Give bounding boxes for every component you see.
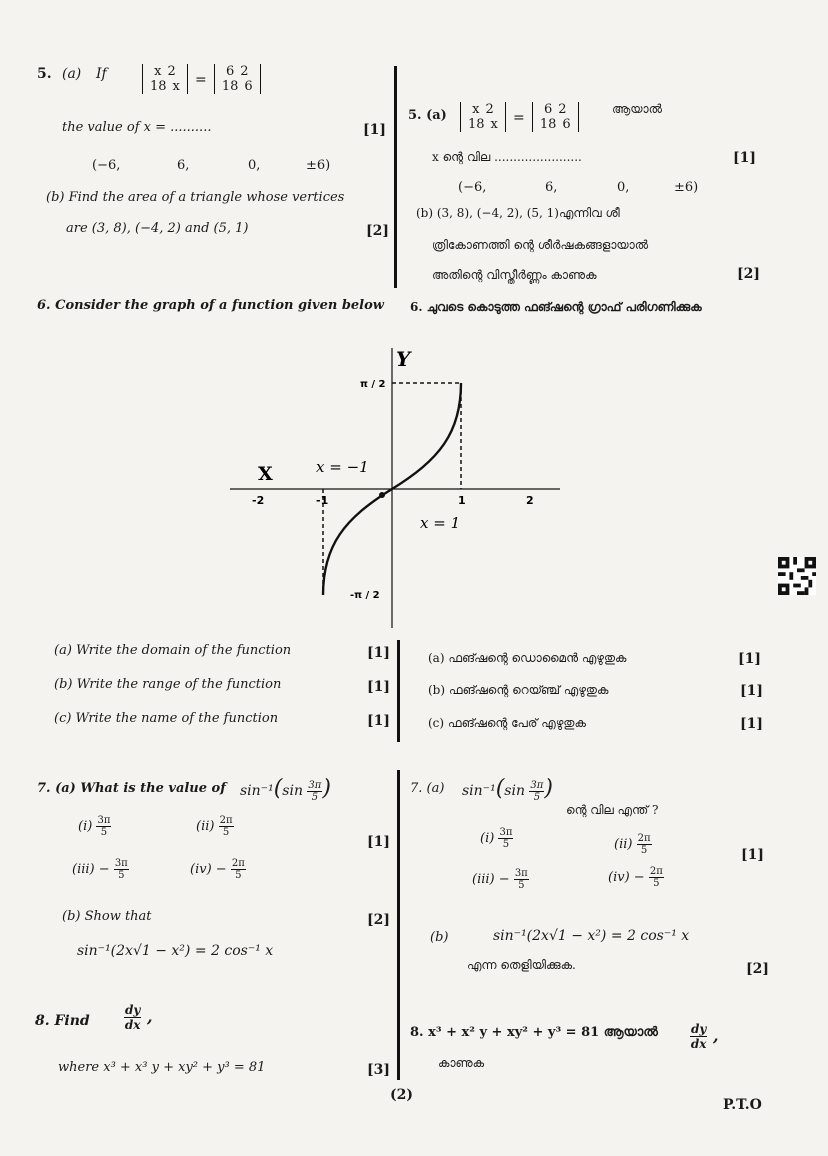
q6c-mark-ml: [1] [740, 716, 763, 732]
q8-derivative-en: $\frac{dy}{dx}$ , [124, 1003, 153, 1032]
q8-find-en: 8. Find [35, 1013, 90, 1029]
top-tick-label: π / 2 [360, 379, 386, 390]
q5a-option-1: (−6, [92, 158, 121, 173]
q7a-mark-en: [1] [367, 834, 390, 850]
q7b-text-en: (b) Show that [62, 909, 152, 924]
q6-title-en: 6. Consider the graph of a function given below [37, 298, 384, 313]
q5-ml-mark-b: [2] [737, 266, 760, 282]
q7a-option-i-ml: (i) $\frac{3\pi}{5}$ [480, 827, 513, 850]
q7b-mark-ml: [2] [746, 961, 769, 977]
x-axis-label: X [258, 463, 273, 485]
q7-ml-label: 7. (a) [410, 781, 445, 796]
q5-ml-b-text-1: (b) (3, 8), (−4, 2), (5, 1)എന്നിവ ശീ [416, 206, 620, 220]
q5a-if: If [96, 66, 107, 82]
q8-derivative-ml: $\frac{dy}{dx}$ , [690, 1022, 719, 1051]
q7a-option-iii-ml: (iii) − $\frac{3\pi}{5}$ [472, 868, 528, 891]
q7a-option-iii-en: (iii) − $\frac{3\pi}{5}$ [72, 858, 128, 881]
q6a-text-ml: (a) ഫങ്ഷന്റെ ഡൊമൈൻ എഴുതുക [428, 651, 627, 665]
q6b-text-en: (b) Write the range of the function [54, 677, 282, 692]
column-divider-middle [397, 640, 400, 742]
q5a-label: (a) [62, 66, 82, 82]
q6a-text-en: (a) Write the domain of the function [54, 643, 292, 658]
q8-expr-ml: 8. x³ + x² y + xy² + y³ = 81 ആയാൽ [410, 1025, 658, 1040]
q8-suffix-ml: കാണുക [438, 1056, 485, 1070]
q7a-expr-ml: sin⁻¹(sin $\frac{3\pi}{5}$ ) [462, 776, 553, 803]
q7b-suffix-ml: എന്ന തെളിയിക്കുക. [467, 958, 576, 972]
q6c-mark-en: [1] [367, 713, 390, 729]
x-tick-1: 1 [458, 494, 466, 507]
q6b-mark-ml: [1] [740, 683, 763, 699]
q5-ml-option-3: 0, [617, 180, 630, 195]
q6b-text-ml: (b) ഫങ്ഷന്റെ റെയ്ഞ്ച് എഴുതുക [428, 683, 609, 697]
q7a-suffix-ml: ന്റെ വില എന്ത് ? [566, 803, 659, 817]
q6a-mark-ml: [1] [738, 651, 761, 667]
q7a-option-ii-en: (ii) $\frac{2\pi}{5}$ [196, 815, 233, 838]
x-tick-neg1: -1 [316, 494, 329, 507]
q7a-option-i-en: (i) $\frac{3\pi}{5}$ [78, 815, 111, 838]
q6-title-ml: 6. ചുവടെ കൊടുത്ത ഫങ്ഷന്റെ ഗ്രാഫ് പരിഗണിക്കുക [410, 300, 702, 314]
q7b-label-ml: (b) [430, 930, 449, 945]
q5-ml-suffix: ആയാൽ [612, 102, 662, 116]
pto-label: P.T.O [723, 1097, 762, 1113]
q6-graph [220, 340, 570, 630]
q5-ml-option-4: ±6) [674, 180, 699, 195]
q8-where-en: where x³ + x³ y + xy² + y³ = 81 [58, 1060, 266, 1075]
q5b-text-2: are (3, 8), (−4, 2) and (5, 1) [66, 221, 249, 236]
q5-ml-determinants: x 2 18 x = 6 2 18 6 [460, 102, 579, 132]
q5-ml-value-text: x ന്റെ വില ....................... [432, 150, 582, 164]
q5a-value-text: the value of x = .......... [62, 120, 212, 135]
q5a-option-3: 0, [248, 158, 261, 173]
q8-mark-en: [3] [367, 1062, 390, 1078]
page-number: (2) [390, 1087, 413, 1103]
line-label-left: x = −1 [316, 458, 369, 476]
q5-ml-label: 5. (a) [408, 108, 447, 123]
q5a-mark: [1] [363, 122, 386, 138]
q7a-text-en: 7. (a) What is the value of [37, 781, 226, 796]
q7a-option-ii-ml: (ii) $\frac{2\pi}{5}$ [614, 833, 651, 856]
column-divider-top [394, 66, 397, 288]
q7a-option-iv-en: (iv) − $\frac{2\pi}{5}$ [190, 858, 245, 881]
q7b-expr-en: sin⁻¹(2x√1 − x²) = 2 cos⁻¹ x [77, 943, 274, 959]
q7a-mark-ml: [1] [741, 847, 764, 863]
q7a-expr-en: sin⁻¹(sin $\frac{3\pi}{5}$ ) [240, 776, 331, 803]
x-tick-neg2: -2 [252, 494, 265, 507]
q5-ml-mark-a: [1] [733, 150, 756, 166]
q6a-mark-en: [1] [367, 645, 390, 661]
q5-ml-option-2: 6, [545, 180, 558, 195]
line-label-right: x = 1 [420, 514, 461, 532]
q5a-option-2: 6, [177, 158, 190, 173]
qr-code-icon [778, 557, 816, 595]
q5a-option-4: ±6) [306, 158, 331, 173]
q6c-text-ml: (c) ഫങ്ഷന്റെ പേര് എഴുതുക [428, 716, 586, 730]
q6c-text-en: (c) Write the name of the function [54, 711, 279, 726]
q7a-option-iv-ml: (iv) − $\frac{2\pi}{5}$ [608, 866, 663, 889]
bottom-tick-label: -π / 2 [350, 590, 380, 601]
y-axis-label: Y [396, 347, 411, 371]
column-divider-bottom [397, 770, 400, 1080]
q5-ml-b-text-3: അതിന്റെ വിസ്തീർണ്ണം കാണുക [432, 268, 597, 282]
q6b-mark-en: [1] [367, 679, 390, 695]
q5-number: 5. [37, 66, 52, 82]
q5-ml-option-1: (−6, [458, 180, 487, 195]
x-tick-2: 2 [526, 494, 534, 507]
q5b-text-1: (b) Find the area of a triangle whose vertices [46, 190, 345, 205]
q5a-determinant-left: x 2 18 x = 6 2 18 6 [142, 64, 261, 94]
q7b-mark-en: [2] [367, 912, 390, 928]
q7b-expr-ml: sin⁻¹(2x√1 − x²) = 2 cos⁻¹ x [493, 928, 690, 944]
curve-point [379, 492, 385, 498]
q5b-mark: [2] [366, 223, 389, 239]
q5-ml-b-text-2: ത്രികോണത്തി ന്റെ ശീർഷകങ്ങളായാൽ [432, 238, 649, 252]
